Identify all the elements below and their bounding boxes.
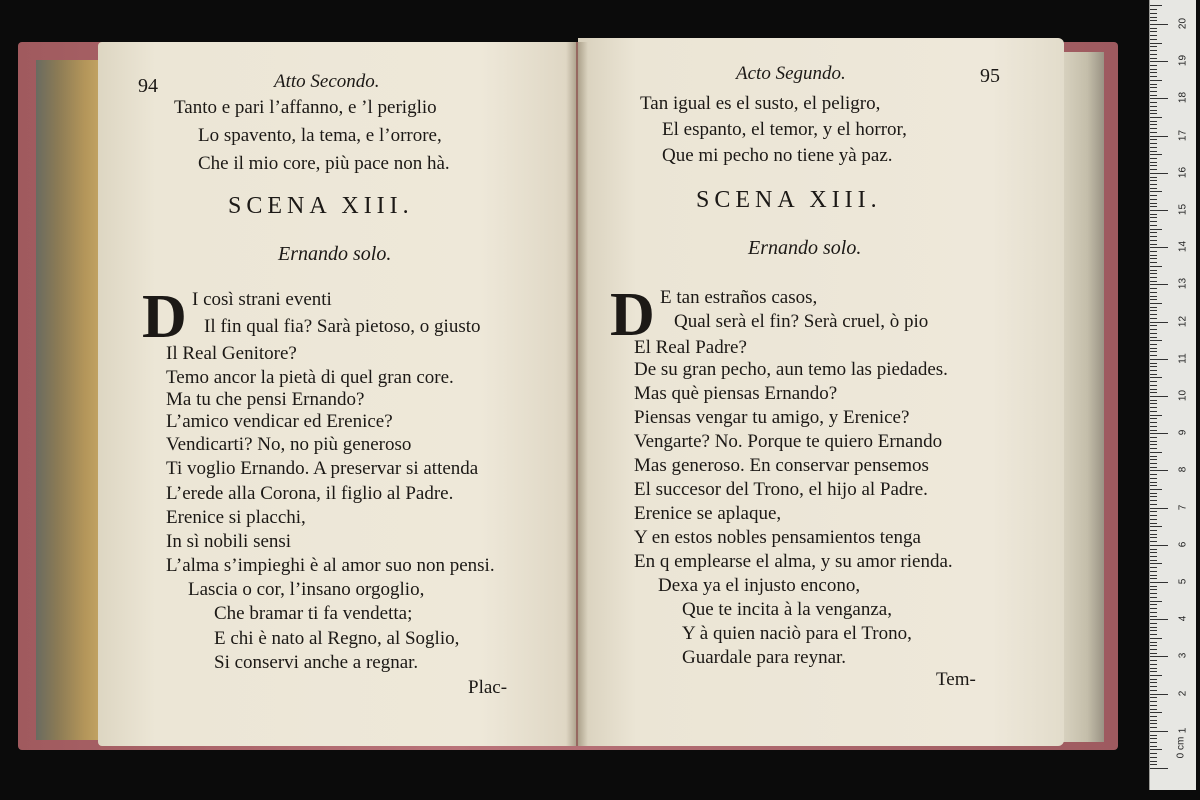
ruler-tick	[1150, 98, 1168, 99]
drop-cap: D	[610, 281, 655, 349]
verse-line: L’amico vendicar ed Erenice?	[166, 411, 393, 432]
ruler-tick	[1150, 225, 1157, 226]
ruler-tick	[1150, 340, 1162, 341]
ruler-tick	[1150, 151, 1157, 152]
ruler-tick	[1150, 746, 1157, 747]
ruler-tick	[1150, 519, 1157, 520]
ruler-tick	[1150, 441, 1157, 442]
ruler-number: 12	[1177, 315, 1189, 327]
ruler-tick	[1150, 236, 1157, 237]
ruler-tick	[1150, 206, 1157, 207]
ruler-number: 15	[1177, 203, 1189, 216]
verse-line: Dexa ya el injusto encono,	[658, 575, 861, 596]
ruler-tick	[1150, 50, 1157, 51]
ruler-tick	[1150, 597, 1157, 598]
ruler-tick	[1150, 344, 1157, 345]
verse-line: L’erede alla Corona, il figlio al Padre.	[166, 483, 454, 504]
ruler-tick	[1150, 191, 1162, 192]
verse-line: Tan igual es el susto, el peligro,	[640, 93, 881, 114]
ruler-tick	[1150, 456, 1157, 457]
ruler-tick	[1150, 61, 1168, 62]
ruler-tick	[1150, 549, 1157, 550]
ruler-tick	[1150, 500, 1157, 501]
ruler-tick	[1150, 589, 1157, 590]
verse-line: Tanto e pari l’affanno, e ’l periglio	[174, 97, 437, 118]
ruler-tick	[1150, 389, 1157, 390]
ruler-tick	[1150, 58, 1157, 59]
ruler-tick	[1150, 281, 1157, 282]
ruler-tick	[1150, 582, 1168, 583]
ruler-tick	[1150, 630, 1157, 631]
ruler-tick	[1150, 656, 1168, 657]
ruler-tick	[1150, 489, 1162, 490]
verse-line: Il fin qual fia? Sarà pietoso, o giusto	[204, 316, 481, 337]
ruler-tick	[1150, 310, 1157, 311]
ruler-tick	[1150, 705, 1157, 706]
ruler-tick	[1150, 314, 1157, 315]
ruler-tick	[1150, 653, 1157, 654]
verse-line: Ti voglio Ernando. A preservar si attenda	[166, 458, 479, 479]
verse-line: Si conservi anche a regnar.	[214, 652, 419, 673]
ruler-tick	[1150, 184, 1157, 185]
ruler-tick	[1150, 43, 1162, 44]
ruler-tick	[1150, 325, 1157, 326]
ruler-tick	[1150, 430, 1157, 431]
page-number: 94	[138, 75, 158, 97]
ruler-number: 17	[1177, 129, 1189, 141]
ruler-tick	[1150, 162, 1157, 163]
ruler-tick	[1150, 244, 1157, 245]
ruler-tick	[1150, 634, 1157, 635]
ruler-tick	[1150, 761, 1157, 762]
verse-line: Y en estos nobles pensamientos tenga	[634, 527, 921, 548]
verse-line: Mas generoso. En conservar pensemos	[634, 455, 929, 476]
verse-line: E tan estraños casos,	[660, 287, 818, 308]
ruler-tick	[1150, 701, 1157, 702]
ruler-tick	[1150, 195, 1157, 196]
verse-line: De su gran pecho, aun temo las piedades.	[634, 359, 948, 380]
ruler-tick	[1150, 299, 1157, 300]
ruler-tick	[1150, 258, 1157, 259]
ruler-tick	[1150, 560, 1157, 561]
ruler-number: 13	[1177, 278, 1189, 290]
verse-line: E chi è nato al Regno, al Soglio,	[214, 628, 460, 649]
page-edges-right	[1062, 52, 1104, 742]
ruler-tick	[1150, 712, 1162, 713]
ruler-tick	[1150, 578, 1157, 579]
verse-line: Lascia o cor, l’insano orgoglio,	[188, 579, 425, 600]
ruler-tick	[1150, 493, 1157, 494]
ruler-tick	[1150, 28, 1157, 29]
ruler-number: 5	[1177, 578, 1189, 585]
ruler-tick	[1150, 65, 1157, 66]
ruler-tick	[1150, 515, 1157, 516]
ruler-unit-label: 0 cm	[1175, 736, 1187, 759]
right-page	[578, 38, 1064, 746]
ruler-tick	[1150, 608, 1157, 609]
ruler-number: 4	[1177, 615, 1189, 622]
verse-line: Mas què piensas Ernando?	[634, 383, 838, 404]
ruler-tick	[1150, 593, 1157, 594]
ruler-tick	[1150, 229, 1162, 230]
ruler-tick	[1150, 504, 1157, 505]
ruler-tick	[1150, 139, 1157, 140]
ruler-tick	[1150, 612, 1157, 613]
drop-cap: D	[142, 283, 187, 351]
ruler-tick	[1150, 478, 1157, 479]
ruler-tick	[1150, 571, 1157, 572]
ruler-number: 8	[1177, 467, 1189, 473]
ruler-tick	[1150, 511, 1157, 512]
ruler-number: 16	[1177, 166, 1189, 178]
verse-line: El Real Padre?	[634, 337, 747, 358]
ruler-tick	[1150, 474, 1157, 475]
ruler-tick	[1150, 39, 1157, 40]
ruler-tick	[1150, 80, 1162, 81]
running-head: Atto Secondo.	[274, 71, 380, 92]
ruler-tick	[1150, 214, 1157, 215]
ruler-tick	[1150, 31, 1157, 32]
ruler-tick	[1150, 165, 1157, 166]
ruler-tick	[1150, 496, 1157, 497]
ruler-tick	[1150, 735, 1157, 736]
ruler-tick	[1150, 623, 1157, 624]
ruler-tick	[1150, 147, 1157, 148]
ruler-tick	[1150, 173, 1168, 174]
ruler-tick	[1150, 753, 1157, 754]
ruler-tick	[1150, 13, 1157, 14]
ruler-tick	[1150, 575, 1157, 576]
ruler-tick	[1150, 627, 1157, 628]
catchword: Plac-	[468, 677, 508, 698]
ruler-tick	[1150, 5, 1162, 6]
running-head: Acto Segundo.	[736, 63, 846, 84]
ruler-tick	[1150, 738, 1157, 739]
ruler-tick	[1150, 355, 1157, 356]
verse-line: El espanto, el temor, y el horror,	[662, 119, 907, 140]
ruler-tick	[1150, 686, 1157, 687]
ruler-tick	[1150, 154, 1162, 155]
speaker-name: Ernando solo.	[278, 243, 392, 265]
ruler-tick	[1150, 296, 1157, 297]
ruler-tick	[1150, 307, 1157, 308]
verse-line: Che bramar ti fa vendetta;	[214, 603, 413, 624]
page-number: 95	[980, 65, 1000, 87]
scene-heading: SCENA XIII.	[228, 193, 414, 219]
ruler-number: 2	[1177, 690, 1189, 696]
book-gutter	[566, 42, 588, 746]
verse-line: Qual serà el fin? Serà cruel, ò pio	[674, 311, 929, 332]
ruler-tick	[1150, 452, 1162, 453]
ruler-tick	[1150, 422, 1157, 423]
ruler-number: 7	[1177, 504, 1189, 510]
ruler-tick	[1150, 322, 1168, 323]
ruler-tick	[1150, 54, 1157, 55]
ruler-number: 1	[1177, 727, 1189, 734]
ruler-tick	[1150, 262, 1157, 263]
ruler-tick	[1150, 113, 1157, 114]
ruler-tick	[1150, 76, 1157, 77]
measurement-ruler	[1149, 0, 1196, 790]
verse-line: Erenice se aplaque,	[634, 503, 782, 524]
ruler-tick	[1150, 69, 1157, 70]
ruler-tick	[1150, 363, 1157, 364]
ruler-tick	[1150, 333, 1157, 334]
verse-line: En q emplearse el alma, y su amor rienda.	[634, 551, 953, 572]
verse-line: Che il mio core, più pace non hà.	[198, 153, 450, 174]
scene-heading: SCENA XIII.	[696, 187, 882, 213]
ruler-tick	[1150, 418, 1157, 419]
ruler-tick	[1150, 169, 1157, 170]
ruler-tick	[1150, 221, 1157, 222]
ruler-tick	[1150, 482, 1157, 483]
ruler-number: 18	[1177, 92, 1189, 104]
ruler-tick	[1150, 240, 1157, 241]
ruler-tick	[1150, 742, 1157, 743]
ruler-tick	[1150, 232, 1157, 233]
ruler-tick	[1150, 444, 1157, 445]
ruler-tick	[1150, 619, 1168, 620]
ruler-tick	[1150, 586, 1157, 587]
ruler-number: 3	[1177, 653, 1189, 659]
ruler-tick	[1150, 731, 1168, 732]
ruler-tick	[1150, 448, 1157, 449]
ruler-tick	[1150, 668, 1157, 669]
ruler-tick	[1150, 523, 1157, 524]
ruler-tick	[1150, 671, 1157, 672]
ruler-tick	[1150, 110, 1157, 111]
ruler-tick	[1150, 649, 1157, 650]
ruler-tick	[1150, 121, 1157, 122]
catchword: Tem-	[936, 669, 976, 690]
ruler-tick	[1150, 374, 1157, 375]
ruler-tick	[1150, 645, 1157, 646]
ruler-tick	[1150, 124, 1157, 125]
verse-line: Que te incita à la venganza,	[682, 599, 892, 620]
ruler-number: 10	[1177, 389, 1189, 402]
ruler-tick	[1150, 377, 1162, 378]
ruler-tick	[1150, 143, 1157, 144]
ruler-tick	[1150, 24, 1168, 25]
ruler-tick	[1150, 437, 1157, 438]
ruler-tick	[1150, 541, 1157, 542]
ruler-tick	[1150, 433, 1168, 434]
ruler-tick	[1150, 188, 1157, 189]
ruler-tick	[1150, 102, 1157, 103]
ruler-tick	[1150, 749, 1162, 750]
ruler-tick	[1150, 9, 1157, 10]
ruler-tick	[1150, 277, 1157, 278]
ruler-tick	[1150, 210, 1168, 211]
verse-line: Y à quien naciò para el Trono,	[682, 623, 912, 644]
ruler-tick	[1150, 716, 1157, 717]
ruler-tick	[1150, 616, 1157, 617]
verse-line: Il Real Genitore?	[166, 343, 297, 364]
ruler-tick	[1150, 400, 1157, 401]
ruler-tick	[1150, 284, 1168, 285]
ruler-tick	[1150, 288, 1157, 289]
ruler-number: 11	[1177, 353, 1189, 364]
ruler-tick	[1150, 370, 1157, 371]
ruler-tick	[1150, 366, 1157, 367]
ruler-tick	[1150, 485, 1157, 486]
ruler-tick	[1150, 537, 1157, 538]
ruler-tick	[1150, 563, 1162, 564]
ruler-tick	[1150, 426, 1157, 427]
ruler-tick	[1150, 396, 1168, 397]
ruler-tick	[1150, 723, 1157, 724]
ruler-tick	[1150, 757, 1157, 758]
ruler-number: 9	[1177, 429, 1189, 436]
ruler-tick	[1150, 508, 1168, 509]
ruler-tick	[1150, 392, 1157, 393]
verse-line: Temo ancor la pietà di quel gran core.	[166, 367, 454, 388]
ruler-tick	[1150, 72, 1157, 73]
ruler-tick	[1150, 459, 1157, 460]
ruler-tick	[1150, 552, 1157, 553]
ruler-tick	[1150, 411, 1157, 412]
ruler-tick	[1150, 604, 1157, 605]
ruler-tick	[1150, 117, 1162, 118]
verse-line: Que mi pecho no tiene yà paz.	[662, 145, 893, 166]
ruler-tick	[1150, 526, 1162, 527]
ruler-tick	[1150, 303, 1162, 304]
ruler-tick	[1150, 106, 1157, 107]
ruler-tick	[1150, 128, 1157, 129]
ruler-tick	[1150, 217, 1157, 218]
ruler-tick	[1150, 17, 1157, 18]
ruler-tick	[1150, 545, 1168, 546]
ruler-tick	[1150, 273, 1157, 274]
ruler-tick	[1150, 679, 1157, 680]
verse-line: Ma tu che pensi Ernando?	[166, 389, 365, 410]
ruler-tick	[1150, 463, 1157, 464]
verse-line: Piensas vengar tu amigo, y Erenice?	[634, 407, 910, 428]
verse-line: Vendicarti? No, no più generoso	[166, 434, 412, 455]
ruler-tick	[1150, 84, 1157, 85]
ruler-tick	[1150, 203, 1157, 204]
ruler-tick	[1150, 136, 1168, 137]
ruler-tick	[1150, 727, 1157, 728]
ruler-tick	[1150, 292, 1157, 293]
speaker-name: Ernando solo.	[748, 237, 862, 259]
ruler-tick	[1150, 642, 1157, 643]
ruler-tick	[1150, 266, 1162, 267]
ruler-tick	[1150, 351, 1157, 352]
ruler-tick	[1150, 132, 1157, 133]
ruler-tick	[1150, 251, 1157, 252]
ruler-tick	[1150, 768, 1168, 769]
ruler-tick	[1150, 95, 1157, 96]
ruler-tick	[1150, 359, 1168, 360]
ruler-tick	[1150, 270, 1157, 271]
ruler-tick	[1150, 348, 1157, 349]
ruler-tick	[1150, 660, 1157, 661]
ruler-tick	[1150, 180, 1157, 181]
ruler-tick	[1150, 467, 1157, 468]
ruler-tick	[1150, 20, 1157, 21]
ruler-tick	[1150, 407, 1157, 408]
ruler-tick	[1150, 682, 1157, 683]
ruler-tick	[1150, 403, 1157, 404]
ruler-tick	[1150, 177, 1157, 178]
ruler-number: 14	[1177, 241, 1189, 253]
verse-line: In sì nobili sensi	[166, 531, 292, 552]
verse-line: L’alma s’impieghi è al amor suo non pensi.	[166, 555, 495, 576]
ruler-tick	[1150, 567, 1157, 568]
ruler-tick	[1150, 694, 1168, 695]
ruler-tick	[1150, 764, 1157, 765]
ruler-number: 19	[1177, 55, 1189, 67]
ruler-number: 20	[1177, 17, 1189, 30]
ruler-tick	[1150, 709, 1157, 710]
ruler-tick	[1150, 91, 1157, 92]
verse-line: Lo spavento, la tema, e l’orrore,	[198, 125, 442, 146]
ruler-tick	[1150, 470, 1168, 471]
ruler-number: 6	[1177, 541, 1189, 548]
page-edges-left	[36, 60, 106, 740]
ruler-tick	[1150, 415, 1162, 416]
ruler-tick	[1150, 199, 1157, 200]
ruler-tick	[1150, 690, 1157, 691]
ruler-tick	[1150, 329, 1157, 330]
ruler-tick	[1150, 664, 1157, 665]
ruler-tick	[1150, 675, 1162, 676]
ruler-tick	[1150, 385, 1157, 386]
ruler-tick	[1150, 87, 1157, 88]
ruler-tick	[1150, 530, 1157, 531]
ruler-tick	[1150, 318, 1157, 319]
verse-line: El succesor del Trono, el hijo al Padre.	[634, 479, 928, 500]
verse-line: Vengarte? No. Porque te quiero Ernando	[634, 431, 943, 452]
ruler-tick	[1150, 534, 1157, 535]
ruler-tick	[1150, 697, 1157, 698]
verse-line: Guardale para reynar.	[682, 647, 847, 668]
verse-line: Erenice si placchi,	[166, 507, 306, 528]
ruler-tick	[1150, 255, 1157, 256]
ruler-tick	[1150, 46, 1157, 47]
ruler-tick	[1150, 638, 1162, 639]
ruler-tick	[1150, 601, 1162, 602]
verse-line: I così strani eventi	[192, 289, 332, 310]
ruler-tick	[1150, 556, 1157, 557]
ruler-tick	[1150, 35, 1157, 36]
ruler-tick	[1150, 247, 1168, 248]
ruler-tick	[1150, 381, 1157, 382]
left-page	[98, 42, 576, 746]
ruler-tick	[1150, 337, 1157, 338]
ruler-tick	[1150, 158, 1157, 159]
ruler-tick	[1150, 720, 1157, 721]
